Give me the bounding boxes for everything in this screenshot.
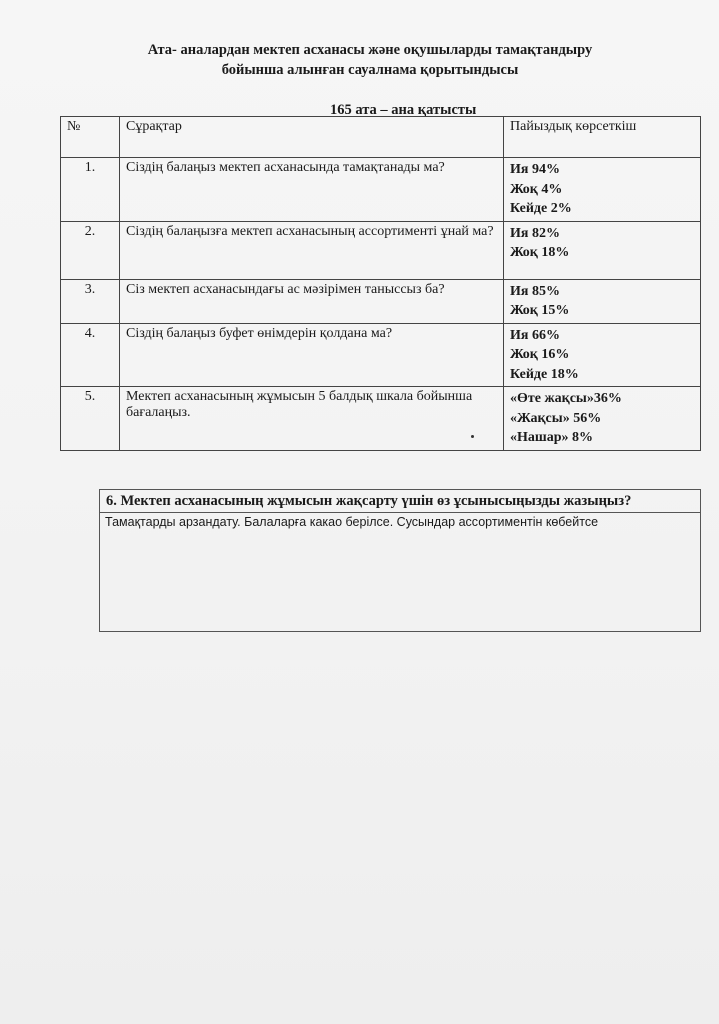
row-answers [504,158,701,222]
header-indicator: Пайыздық көрсеткіш [504,117,701,158]
table-row [61,323,701,387]
open-question-box [99,489,701,632]
answer-value: Ия 85% [510,283,560,299]
answer-value: «Өте жақсы»36% [510,391,622,406]
row-answers [504,221,701,279]
header-question: Сұрақтар [120,117,504,158]
row-question: Сіздің балаңыз мектеп асханасында тамақтанады ма? [120,158,504,222]
row-number: 5. [61,387,120,451]
answer-value: Жоқ 16% [510,347,570,362]
table-row [61,387,701,451]
answer-value: Кейде 18% [510,366,579,382]
row-question: Мектеп асханасының жұмысын 5 балдық шкала бойынша бағалаңыз. [120,387,504,451]
open-question-answer: Тамақтарды арзандату. Балаларға какао берілсе. Сусындар ассортиментін көбейтсе [105,515,599,529]
row-question: Сіздің балаңызға мектеп асханасының ассортименті ұнай ма? [120,221,504,279]
table-header-row [61,117,701,158]
header-num: № [61,117,120,158]
answer-value: Жоқ 18% [510,245,570,260]
answer-value: Ия 82% [510,225,560,241]
answer-value: «Жақсы» 56% [510,410,602,426]
answer-value: Ия 66% [510,327,560,343]
table-row [61,158,701,222]
table-row [61,221,701,279]
row-answers [504,323,701,387]
row-question: Сіздің балаңыз буфет өнімдерін қолдана ма? [120,323,504,387]
row-question: Сіз мектеп асханасындағы ас мәзірімен таныссыз ба? [120,279,504,323]
row-number: 1. [61,158,120,222]
answer-value: Жоқ 15% [510,303,570,318]
participants-count: 165 ата – ана қатысты [330,102,477,118]
row-number: 2. [61,221,120,279]
answer-value: «Нашар» 8% [510,430,593,445]
open-question-text: 6. Мектеп асханасының жұмысын жақсарту үшін өз ұсынысыңызды жазыңыз? [100,490,700,513]
row-number: 4. [61,323,120,387]
table-row [61,279,701,323]
title-line-1: Ата- аналардан мектеп асханасы және оқушыларды тамақтандыру [147,42,593,58]
stray-dot [471,435,474,438]
row-answers [504,279,701,323]
answer-value: Ия 94% [510,162,560,177]
document-title [100,40,640,80]
answer-value: Кейде 2% [510,201,572,216]
title-line-2: бойынша алынған сауалнама қорытындысы [221,62,519,78]
survey-results-table [60,116,701,451]
row-number: 3. [61,279,120,323]
row-answers [504,387,701,451]
answer-value: Жоқ 4% [510,181,563,197]
